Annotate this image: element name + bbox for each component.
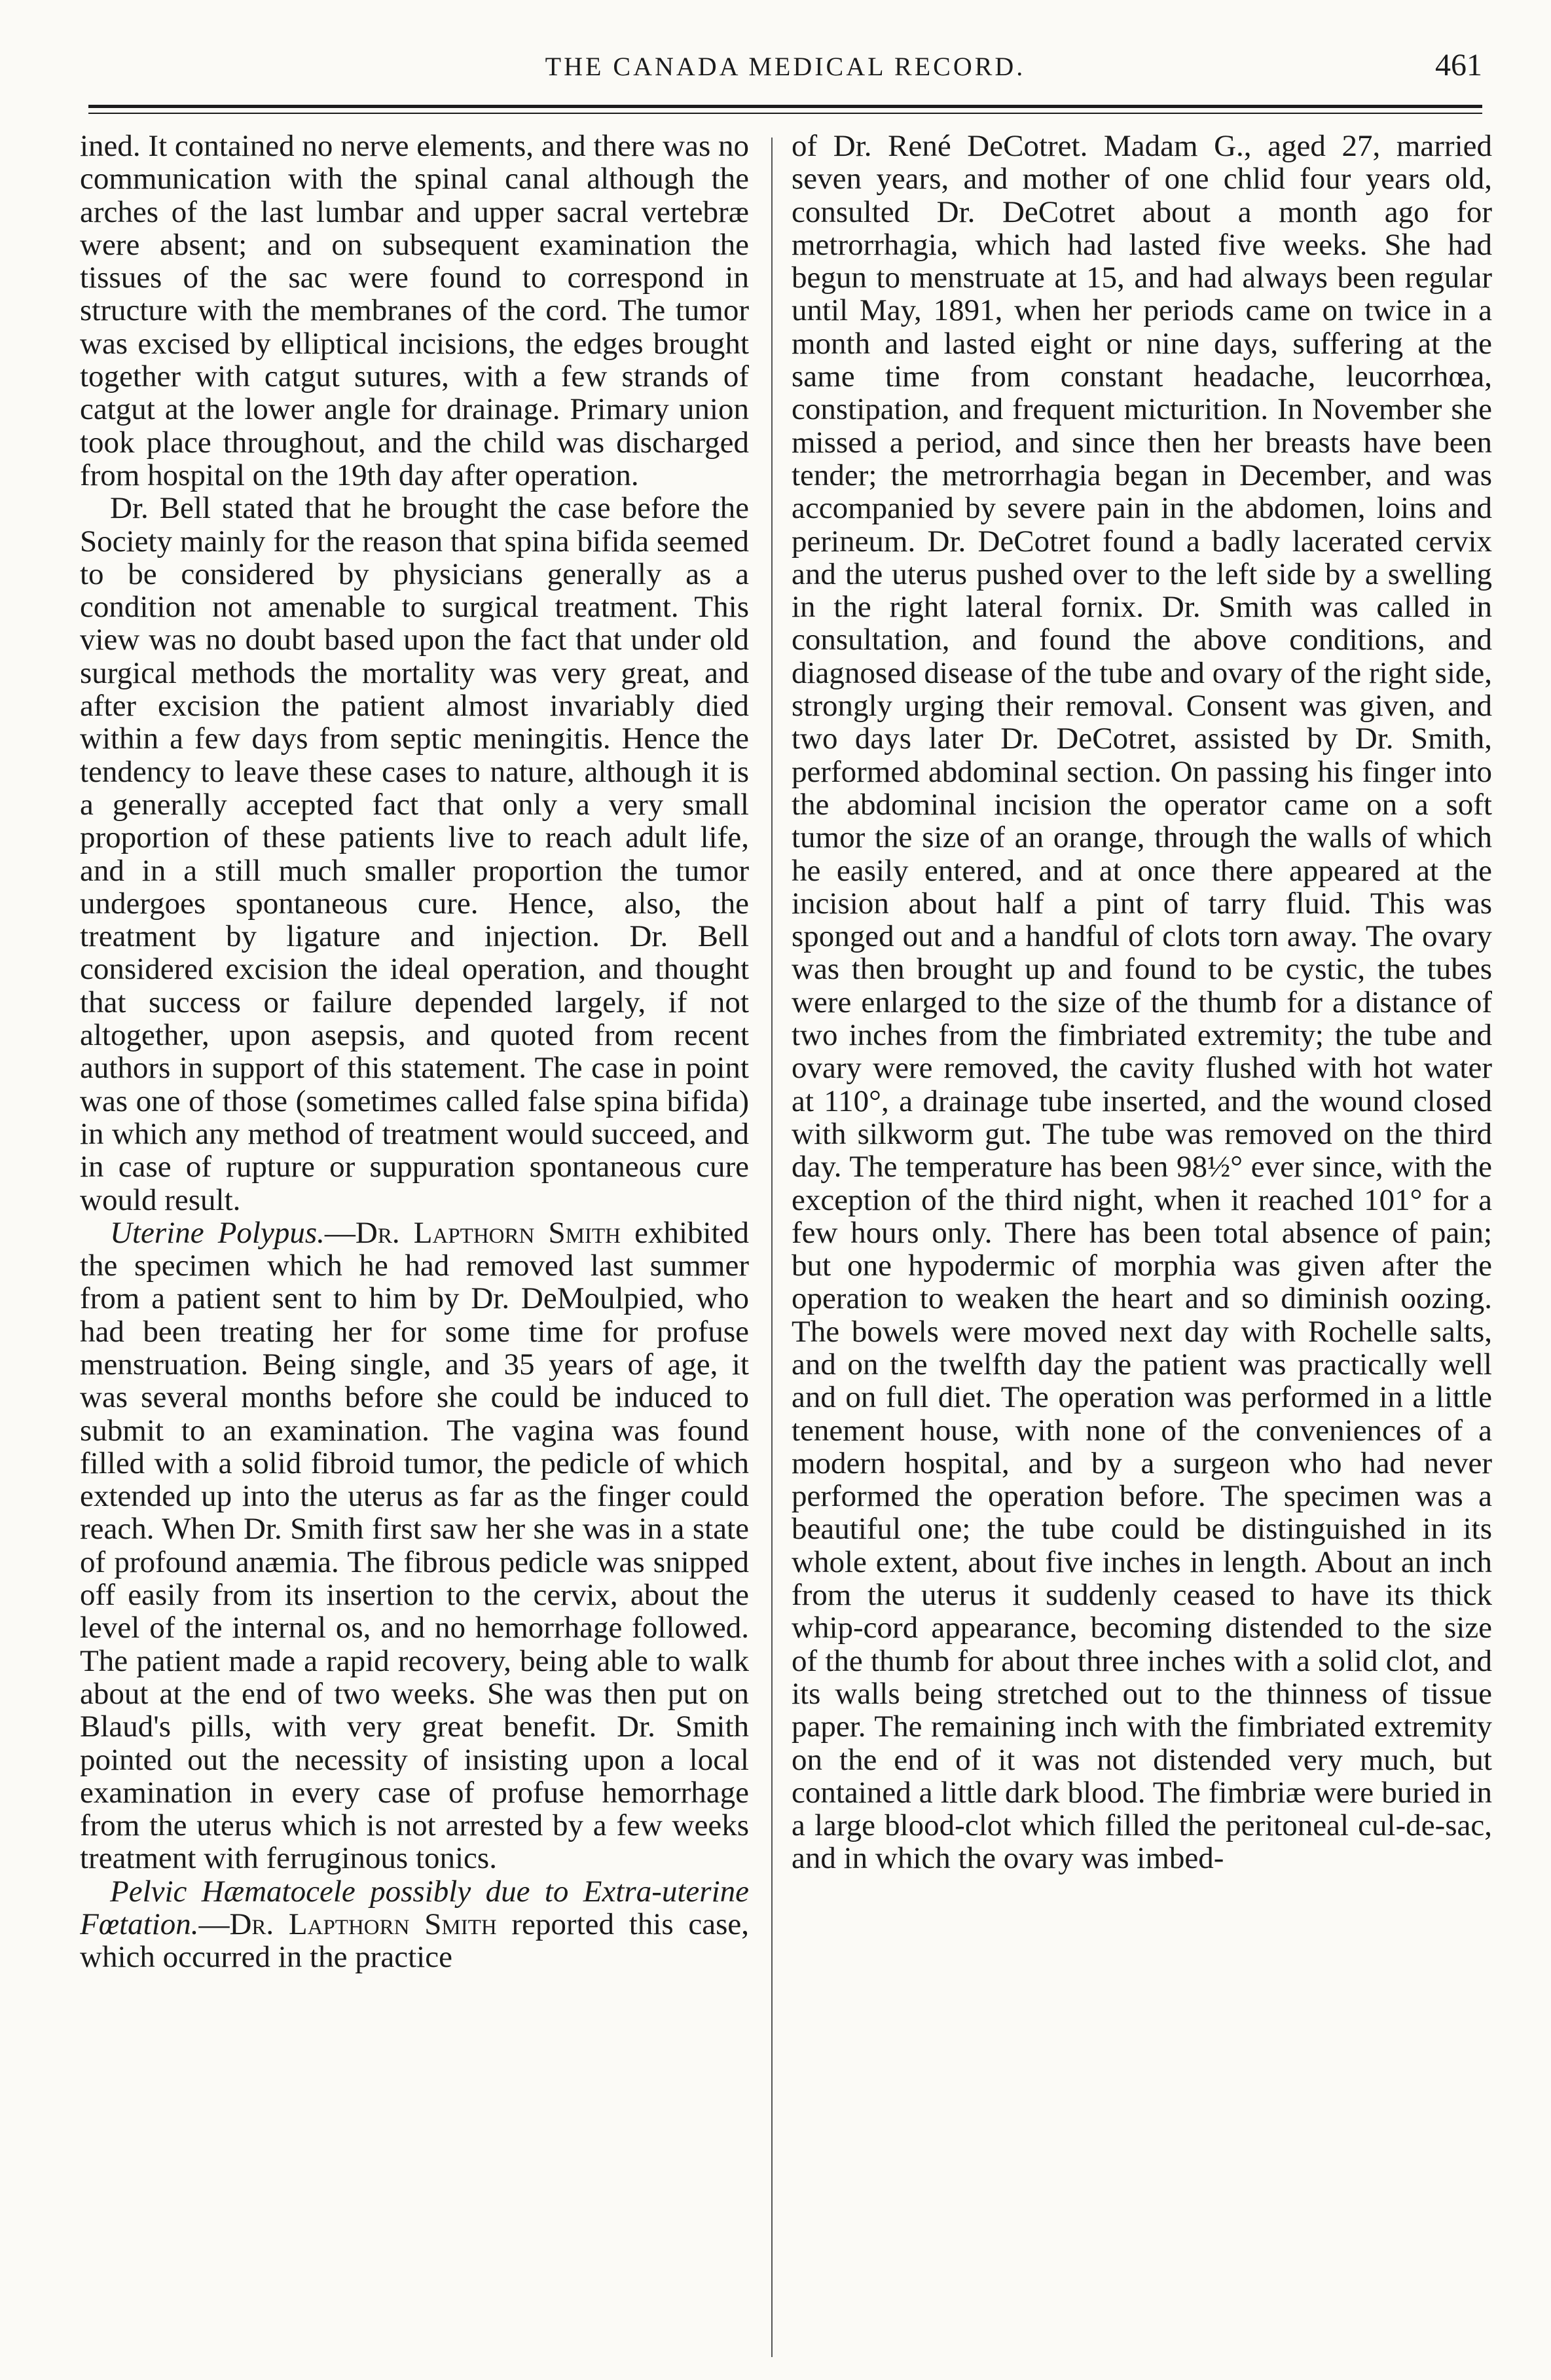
section-author: —Dr. Lapthorn Smith <box>324 1215 621 1250</box>
column-divider <box>771 137 773 2357</box>
paragraph-spina-bifida-end: ined. It contained no nerve elements, and there was no communication with the spinal canal although the arches of the last lumbar and upper sacral vertebræ were absent; and on subsequent examination the tissues of the sac were found to correspond in structure with the membranes of the cord. The tumor was excised by elliptical incisions, the edges brought together with catgut sutures, with a few strands of catgut at the lower angle for drainage. Primary union took place throughout, and the child was discharged from hospital on the 19th day after operation. <box>80 130 749 492</box>
section-title-uterine-polypus: Uterine Polypus. <box>110 1215 325 1250</box>
running-title: THE CANADA MEDICAL RECORD. <box>545 52 1026 81</box>
paragraph-uterine-polypus <box>80 1217 749 1875</box>
paragraph-dr-bell: Dr. Bell stated that he brought the case before the Society mainly for the reason that spina bifida seemed to be considered by physicians generally as a condition not amenable to surgical treatment. This view was no doubt based upon the fact that under old surgical methods the mortality was very great, and after excision the patient almost invariably died within a few days from septic meningitis. Hence the tendency to leave these cases to nature, although it is a generally accepted fact that only a very small proportion of these patients live to reach adult life, and in a still much smaller proportion the tumor undergoes spontaneous cure. Hence, also, the treatment by ligature and injection. Dr. Bell considered excision the ideal operation, and thought that success or failure depended largely, if not altogether, upon asepsis, and quoted from recent authors in support of this statement. The case in point was one of those (sometimes called false spina bifida) in which any method of treatment would succeed, and in case of rupture or suppuration spontaneous cure would result. <box>80 491 749 1217</box>
paragraph-decotret-case: of Dr. René DeCotret. Madam G., aged 27, married seven years, and mother of one chlid four years old, consulted Dr. DeCotret about a month ago for metrorrhagia, which had lasted five weeks. She had begun to menstruate at 15, and had always been regular until May, 1891, when her periods came on twice in a month and lasted eight or nine days, suffering at the same time from constant headache, leucorrhœa, constipation, and frequent micturition. In November she missed a period, and since then her breasts have been tender; the metrorrhagia began in December, and was accompanied by severe pain in the abdomen, loins and perineum. Dr. DeCotret found a badly lacerated cervix and the uterus pushed over to the left side by a swelling in the right lateral fornix. Dr. Smith was called in consultation, and found the above conditions, and diagnosed disease of the tube and ovary of the right side, strongly urging their removal. Consent was given, and two days later Dr. DeCotret, assisted by Dr. Smith, performed abdominal section. On passing his finger into the abdominal incision the operator came on a soft tumor the size of an orange, through the walls of which he easily entered, and at once there appeared at the incision about half a pint of tarry fluid. This was sponged out and a handful of clots torn away. The ovary was then brought up and found to be cystic, the tubes were enlarged to the size of the thumb for a distance of two inches from the fimbriated extremity; the tube and ovary were removed, the cavity flushed with hot water at 110°, a drainage tube inserted, and the wound closed with silkworm gut. The tube was removed on the third day. The temperature has been 98½° ever since, with the exception of the third night, when it reached 101° for a few hours only. There has been total absence of pain; but one hypodermic of morphia was given after the operation to weaken the heart and so diminish oozing. The bowels were moved next day with Rochelle salts, and on the twelfth day the patient was practically well and on full diet. The operation was performed in a little tenement house, with none of the conveniences of a modern hospital, and by a surgeon who had never performed the operation before. The specimen was a beautiful one; the tube could be distinguished in its whole extent, about five inches in length. About an inch from the uterus it suddenly ceased to have its thick whip-cord appearance, becoming distended to the size of the thumb for about three inches with a solid clot, and its walls being stretched out to the thinness of tissue paper. The remaining inch with the fimbriated extremity on the end of it was not distended very much, but contained a little dark blood. The fimbriæ were buried in a large blood-clot which filled the peritoneal cul-de-sac, and in which the ovary was imbed- <box>792 130 1492 1876</box>
right-column <box>792 130 1492 2356</box>
page-number: 461 <box>1435 48 1482 82</box>
header-rule-thick <box>88 105 1482 108</box>
section-author: —Dr. Lapthorn Smith <box>198 1907 497 1942</box>
header-rule-thin <box>88 113 1482 114</box>
section-title-pelvic-haematocele: Pelvic Hæmatocele possibly due to Extra-uterine Fœtation. <box>80 1874 749 1942</box>
paragraph-pelvic-haematocele <box>80 1875 749 1974</box>
page-header <box>88 45 1482 97</box>
left-column <box>80 130 749 2356</box>
section-body: exhibited the specimen which he had removed last summer from a patient sent to him by Dr. DeMoulpied, who had been treating her for some time for profuse menstruation. Being single, and 35 years of age, it was several months before she could be induced to submit to an examination. The vagina was found filled with a solid fibroid tumor, the pedicle of which extended up into the uterus as far as the finger could reach. When Dr. Smith first saw her she was in a state of profound anæmia. The fibrous pedicle was snipped off easily from its insertion to the cervix, about the level of the internal os, and no hemorrhage followed. The patient made a rapid recovery, being able to walk about at the end of two weeks. She was then put on Blaud's pills, with very great benefit. Dr. Smith pointed out the necessity of insisting upon a local examination in every case of profuse hemorrhage from the uterus which is not arrested by a few weeks treatment with ferruginous tonics. <box>80 1215 749 1876</box>
section-body: reported this case, which occurred in the practice <box>80 1907 749 1975</box>
